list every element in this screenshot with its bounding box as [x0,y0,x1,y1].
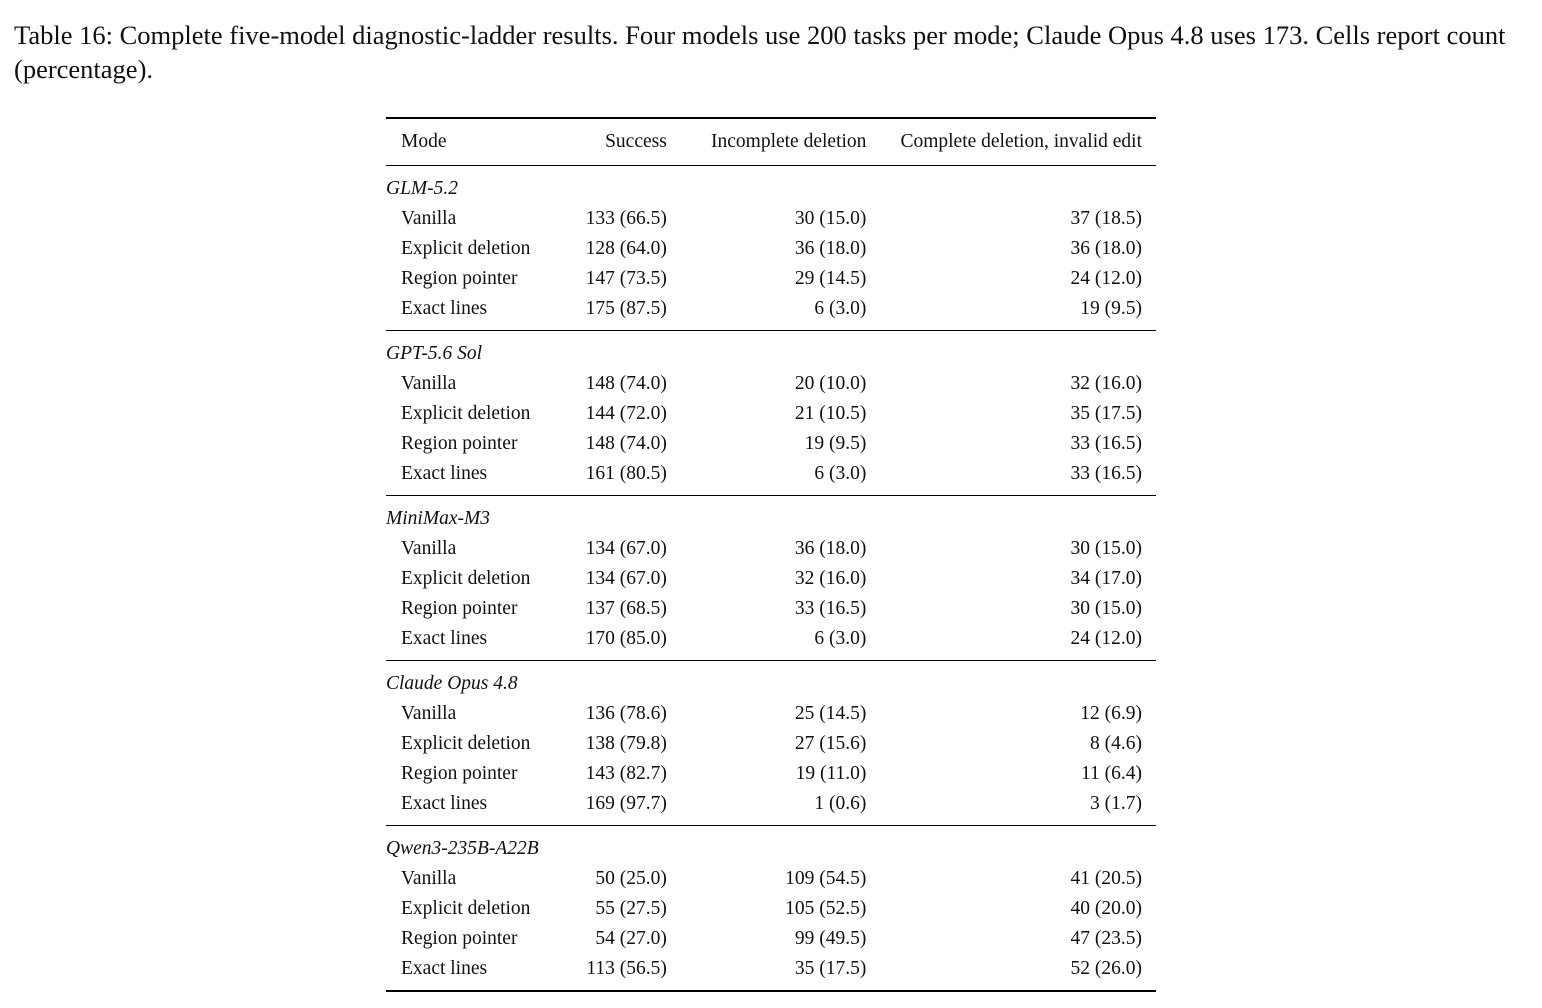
table-row [386,459,1156,496]
mode-cell: Region pointer [401,598,518,619]
mode-cell: Exact lines [401,463,488,484]
incomplete-deletion-cell: 29 (14.5) [794,268,867,289]
model-group [386,331,1156,496]
table-row [386,894,1156,924]
complete-deletion-invalid-edit-cell: 12 (6.9) [1080,703,1142,724]
mode-cell: Explicit deletion [401,238,531,259]
table-row [386,729,1156,759]
table-row [386,369,1156,399]
complete-deletion-invalid-edit-cell: 52 (26.0) [1070,958,1142,979]
complete-deletion-invalid-edit-cell: 41 (20.5) [1070,868,1142,889]
complete-deletion-invalid-edit-cell: 40 (20.0) [1070,898,1142,919]
complete-deletion-invalid-edit-cell: 33 (16.5) [1070,463,1142,484]
table-row [386,294,1156,331]
model-group-header-row [386,661,1156,700]
header-row [386,118,1156,166]
header-success: Success [605,131,667,152]
mode-cell: Region pointer [401,928,518,949]
complete-deletion-invalid-edit-cell: 36 (18.0) [1070,238,1142,259]
incomplete-deletion-cell: 30 (15.0) [794,208,867,229]
complete-deletion-invalid-edit-cell: 30 (15.0) [1070,598,1142,619]
model-group-header-row [386,166,1156,205]
incomplete-deletion-cell: 35 (17.5) [794,958,867,979]
mode-cell: Exact lines [401,958,488,979]
complete-deletion-invalid-edit-cell: 3 (1.7) [1090,793,1142,814]
complete-deletion-invalid-edit-cell: 32 (16.0) [1070,373,1142,394]
model-group-header-row [386,331,1156,370]
incomplete-deletion-cell: 25 (14.5) [794,703,867,724]
success-cell: 148 (74.0) [585,373,667,394]
model-name: MiniMax-M3 [386,508,490,529]
success-cell: 161 (80.5) [585,463,667,484]
mode-cell: Vanilla [401,868,457,889]
success-cell: 170 (85.0) [585,628,667,649]
success-cell: 54 (27.0) [595,928,667,949]
mode-cell: Region pointer [401,763,518,784]
diagnostic-ladder-table [386,117,1156,992]
table-row [386,594,1156,624]
table-header [386,118,1156,166]
table-row [386,429,1156,459]
complete-deletion-invalid-edit-cell: 24 (12.0) [1070,628,1142,649]
success-cell: 169 (97.7) [585,793,667,814]
table-row [386,624,1156,661]
incomplete-deletion-cell: 20 (10.0) [794,373,867,394]
success-cell: 138 (79.8) [585,733,667,754]
incomplete-deletion-cell: 105 (52.5) [785,898,867,919]
model-name: Qwen3-235B-A22B [386,838,539,859]
complete-deletion-invalid-edit-cell: 34 (17.0) [1070,568,1142,589]
mode-cell: Region pointer [401,268,518,289]
model-group-header-row [386,826,1156,865]
success-cell: 134 (67.0) [585,538,667,559]
table-row [386,204,1156,234]
complete-deletion-invalid-edit-cell: 11 (6.4) [1080,763,1142,784]
mode-cell: Explicit deletion [401,898,531,919]
mode-cell: Exact lines [401,628,488,649]
incomplete-deletion-cell: 1 (0.6) [814,793,867,814]
success-cell: 133 (66.5) [585,208,667,229]
table-row [386,699,1156,729]
table-row [386,399,1156,429]
incomplete-deletion-cell: 27 (15.6) [794,733,867,754]
incomplete-deletion-cell: 6 (3.0) [814,298,867,319]
success-cell: 137 (68.5) [585,598,667,619]
success-cell: 134 (67.0) [585,568,667,589]
table-row [386,864,1156,894]
table-row [386,234,1156,264]
success-cell: 128 (64.0) [585,238,667,259]
header-incomplete-deletion: Incomplete deletion [711,131,867,152]
incomplete-deletion-cell: 6 (3.0) [814,628,867,649]
incomplete-deletion-cell: 36 (18.0) [794,538,867,559]
table-row [386,924,1156,954]
incomplete-deletion-cell: 33 (16.5) [794,598,867,619]
mode-cell: Vanilla [401,373,457,394]
table-row [386,264,1156,294]
complete-deletion-invalid-edit-cell: 30 (15.0) [1070,538,1142,559]
complete-deletion-invalid-edit-cell: 47 (23.5) [1070,928,1142,949]
model-name: GPT-5.6 Sol [386,343,483,364]
incomplete-deletion-cell: 19 (9.5) [804,433,867,454]
mode-cell: Vanilla [401,538,457,559]
incomplete-deletion-cell: 36 (18.0) [794,238,867,259]
table-row [386,759,1156,789]
mode-cell: Vanilla [401,703,457,724]
incomplete-deletion-cell: 6 (3.0) [814,463,867,484]
success-cell: 55 (27.5) [595,898,667,919]
success-cell: 144 (72.0) [585,403,667,424]
table-row [386,954,1156,991]
complete-deletion-invalid-edit-cell: 35 (17.5) [1070,403,1142,424]
table-caption: Table 16: Complete five-model diagnostic-ladder results. Four models use 200 tasks per mode; Claude Opus 4.8 uses 173. Cells report count (percentage). [14,20,1506,84]
mode-cell: Vanilla [401,208,457,229]
incomplete-deletion-cell: 19 (11.0) [795,763,867,784]
success-cell: 113 (56.5) [586,958,667,979]
mode-cell: Explicit deletion [401,568,531,589]
model-name: GLM-5.2 [386,178,459,199]
model-group [386,166,1156,331]
complete-deletion-invalid-edit-cell: 19 (9.5) [1080,298,1142,319]
table-row [386,789,1156,826]
success-cell: 143 (82.7) [585,763,667,784]
table-row [386,534,1156,564]
complete-deletion-invalid-edit-cell: 24 (12.0) [1070,268,1142,289]
mode-cell: Explicit deletion [401,733,531,754]
header-mode: Mode [401,131,447,152]
mode-cell: Exact lines [401,298,488,319]
incomplete-deletion-cell: 99 (49.5) [794,928,867,949]
model-group [386,826,1156,992]
mode-cell: Exact lines [401,793,488,814]
success-cell: 147 (73.5) [585,268,667,289]
mode-cell: Explicit deletion [401,403,531,424]
complete-deletion-invalid-edit-cell: 8 (4.6) [1090,733,1142,754]
table-row [386,564,1156,594]
header-complete-deletion-invalid-edit: Complete deletion, invalid edit [900,131,1142,152]
complete-deletion-invalid-edit-cell: 37 (18.5) [1070,208,1142,229]
success-cell: 50 (25.0) [595,868,667,889]
success-cell: 175 (87.5) [585,298,667,319]
incomplete-deletion-cell: 32 (16.0) [794,568,867,589]
complete-deletion-invalid-edit-cell: 33 (16.5) [1070,433,1142,454]
incomplete-deletion-cell: 21 (10.5) [794,403,867,424]
mode-cell: Region pointer [401,433,518,454]
model-group-header-row [386,496,1156,535]
model-group [386,661,1156,826]
incomplete-deletion-cell: 109 (54.5) [785,868,867,889]
success-cell: 136 (78.6) [585,703,667,724]
model-group [386,496,1156,661]
model-name: Claude Opus 4.8 [386,673,518,694]
success-cell: 148 (74.0) [585,433,667,454]
